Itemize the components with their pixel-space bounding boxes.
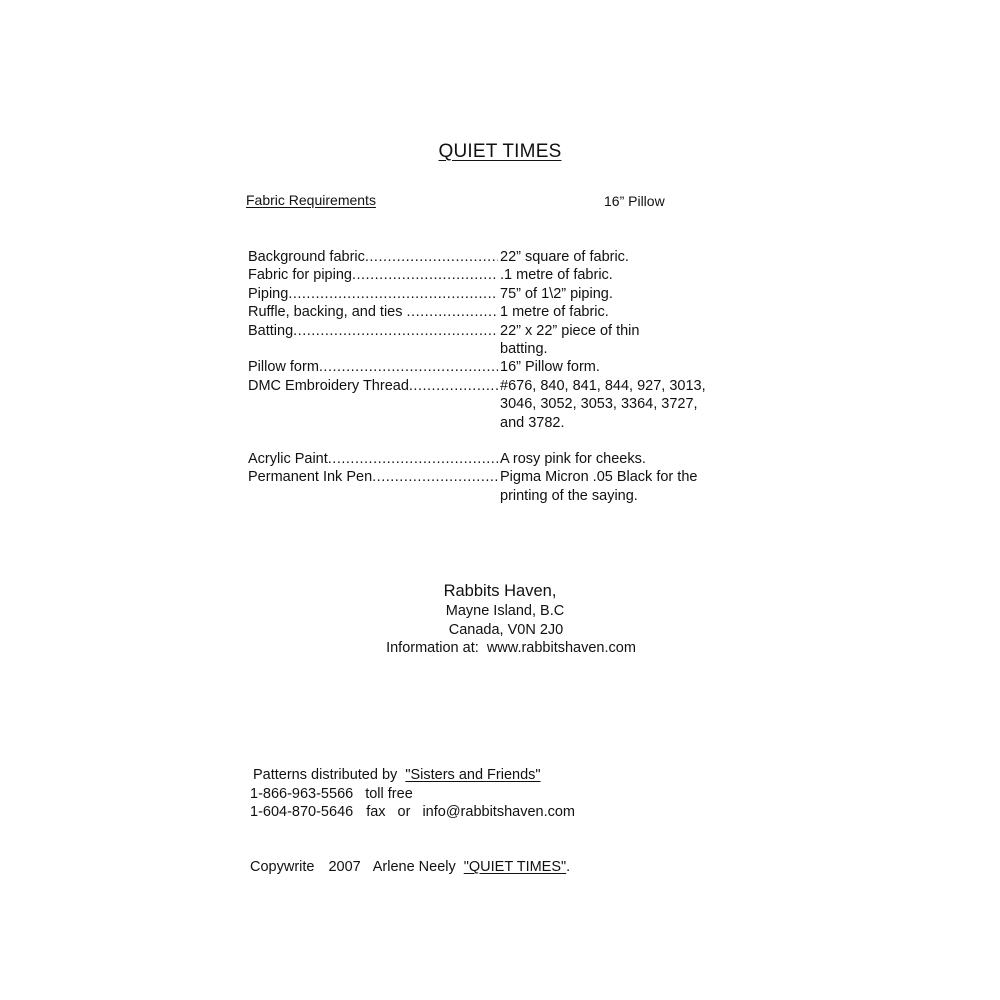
leader-dots — [409, 377, 498, 395]
copyright-line — [250, 859, 570, 875]
requirement-item: Batting — [248, 322, 294, 339]
leader-dots — [328, 450, 498, 468]
info-label: Information at: — [386, 640, 479, 656]
business-country-postal: Canada, V0N 2J0 — [448, 621, 564, 638]
leader-dots — [293, 322, 498, 340]
copyright-label: Copywrite — [250, 859, 315, 875]
requirement-value: 22” square of fabric. — [500, 249, 629, 265]
requirement-row — [248, 303, 728, 321]
requirement-item: Acrylic Paint — [248, 451, 328, 468]
requirement-row — [248, 468, 728, 505]
info-line — [0, 639, 1000, 658]
requirement-value: .1 metre of fabric. — [500, 267, 613, 284]
requirement-row — [248, 322, 728, 359]
requirement-value: Pigma Micron .05 Black for the printing of the saying. — [500, 469, 698, 504]
copyright-year: 2007 — [328, 859, 361, 875]
copyright-work: "QUIET TIMES" — [463, 859, 567, 875]
section-heading-fabric-requirements: Fabric Requirements — [246, 192, 376, 208]
requirement-row — [248, 285, 728, 303]
fax-line — [250, 803, 575, 822]
or-label: or — [397, 804, 411, 820]
requirement-item: Ruffle, backing, and ties — [248, 304, 407, 321]
distribution-block — [250, 766, 575, 822]
requirement-item: Background fabric — [248, 249, 365, 265]
page-title: QUIET TIMES — [438, 141, 562, 162]
requirement-value: 75” of 1\2” piping. — [500, 285, 613, 302]
requirements-list — [248, 248, 728, 505]
requirement-row — [248, 377, 728, 432]
leader-dots — [288, 285, 498, 303]
requirement-value: 1 metre of fabric. — [500, 304, 609, 321]
distributor-label: Patterns distributed by — [253, 767, 398, 783]
contact-block — [0, 580, 1000, 658]
requirement-row — [248, 266, 728, 284]
leader-dots — [352, 266, 498, 284]
leader-dots — [319, 358, 498, 376]
requirement-item: Pillow form — [248, 359, 319, 376]
requirement-item: Fabric for piping — [248, 267, 352, 284]
requirement-value: #676, 840, 841, 844, 927, 3013, 3046, 3052, 3053, 3364, 3727, and 3782. — [500, 377, 706, 431]
requirement-value: 22” x 22” piece of thin batting. — [500, 322, 640, 358]
website-link[interactable]: www.rabbitshaven.com — [486, 640, 636, 656]
distributor-name: "Sisters and Friends" — [405, 767, 541, 783]
copyright-end: . — [566, 859, 571, 875]
leader-dots — [365, 248, 498, 266]
requirement-row — [248, 450, 728, 468]
project-size-label: 16” Pillow — [604, 193, 665, 209]
requirement-value: 16” Pillow form. — [500, 359, 600, 376]
requirement-row — [248, 248, 728, 266]
copyright-author: Arlene Neely — [372, 859, 456, 875]
fax-label: fax — [366, 804, 386, 820]
requirement-row — [248, 358, 728, 376]
email-link[interactable]: info@rabbitshaven.com — [422, 804, 576, 820]
toll-free-line — [250, 785, 575, 804]
leader-dots — [372, 468, 498, 486]
distributor-line — [250, 766, 575, 785]
business-location: Mayne Island, B.C — [445, 603, 565, 619]
business-name: Rabbits Haven, — [443, 582, 557, 600]
requirement-item: DMC Embroidery Thread — [248, 377, 409, 394]
fax-number: 1-604-870-5646 — [250, 804, 354, 820]
requirement-item: Permanent Ink Pen — [248, 469, 373, 486]
requirement-value: A rosy pink for cheeks. — [500, 451, 646, 468]
toll-free-number: 1-866-963-5566 — [250, 785, 354, 802]
requirement-item: Piping — [248, 285, 289, 302]
leader-dots — [407, 303, 498, 321]
toll-free-label: toll free — [365, 785, 413, 802]
